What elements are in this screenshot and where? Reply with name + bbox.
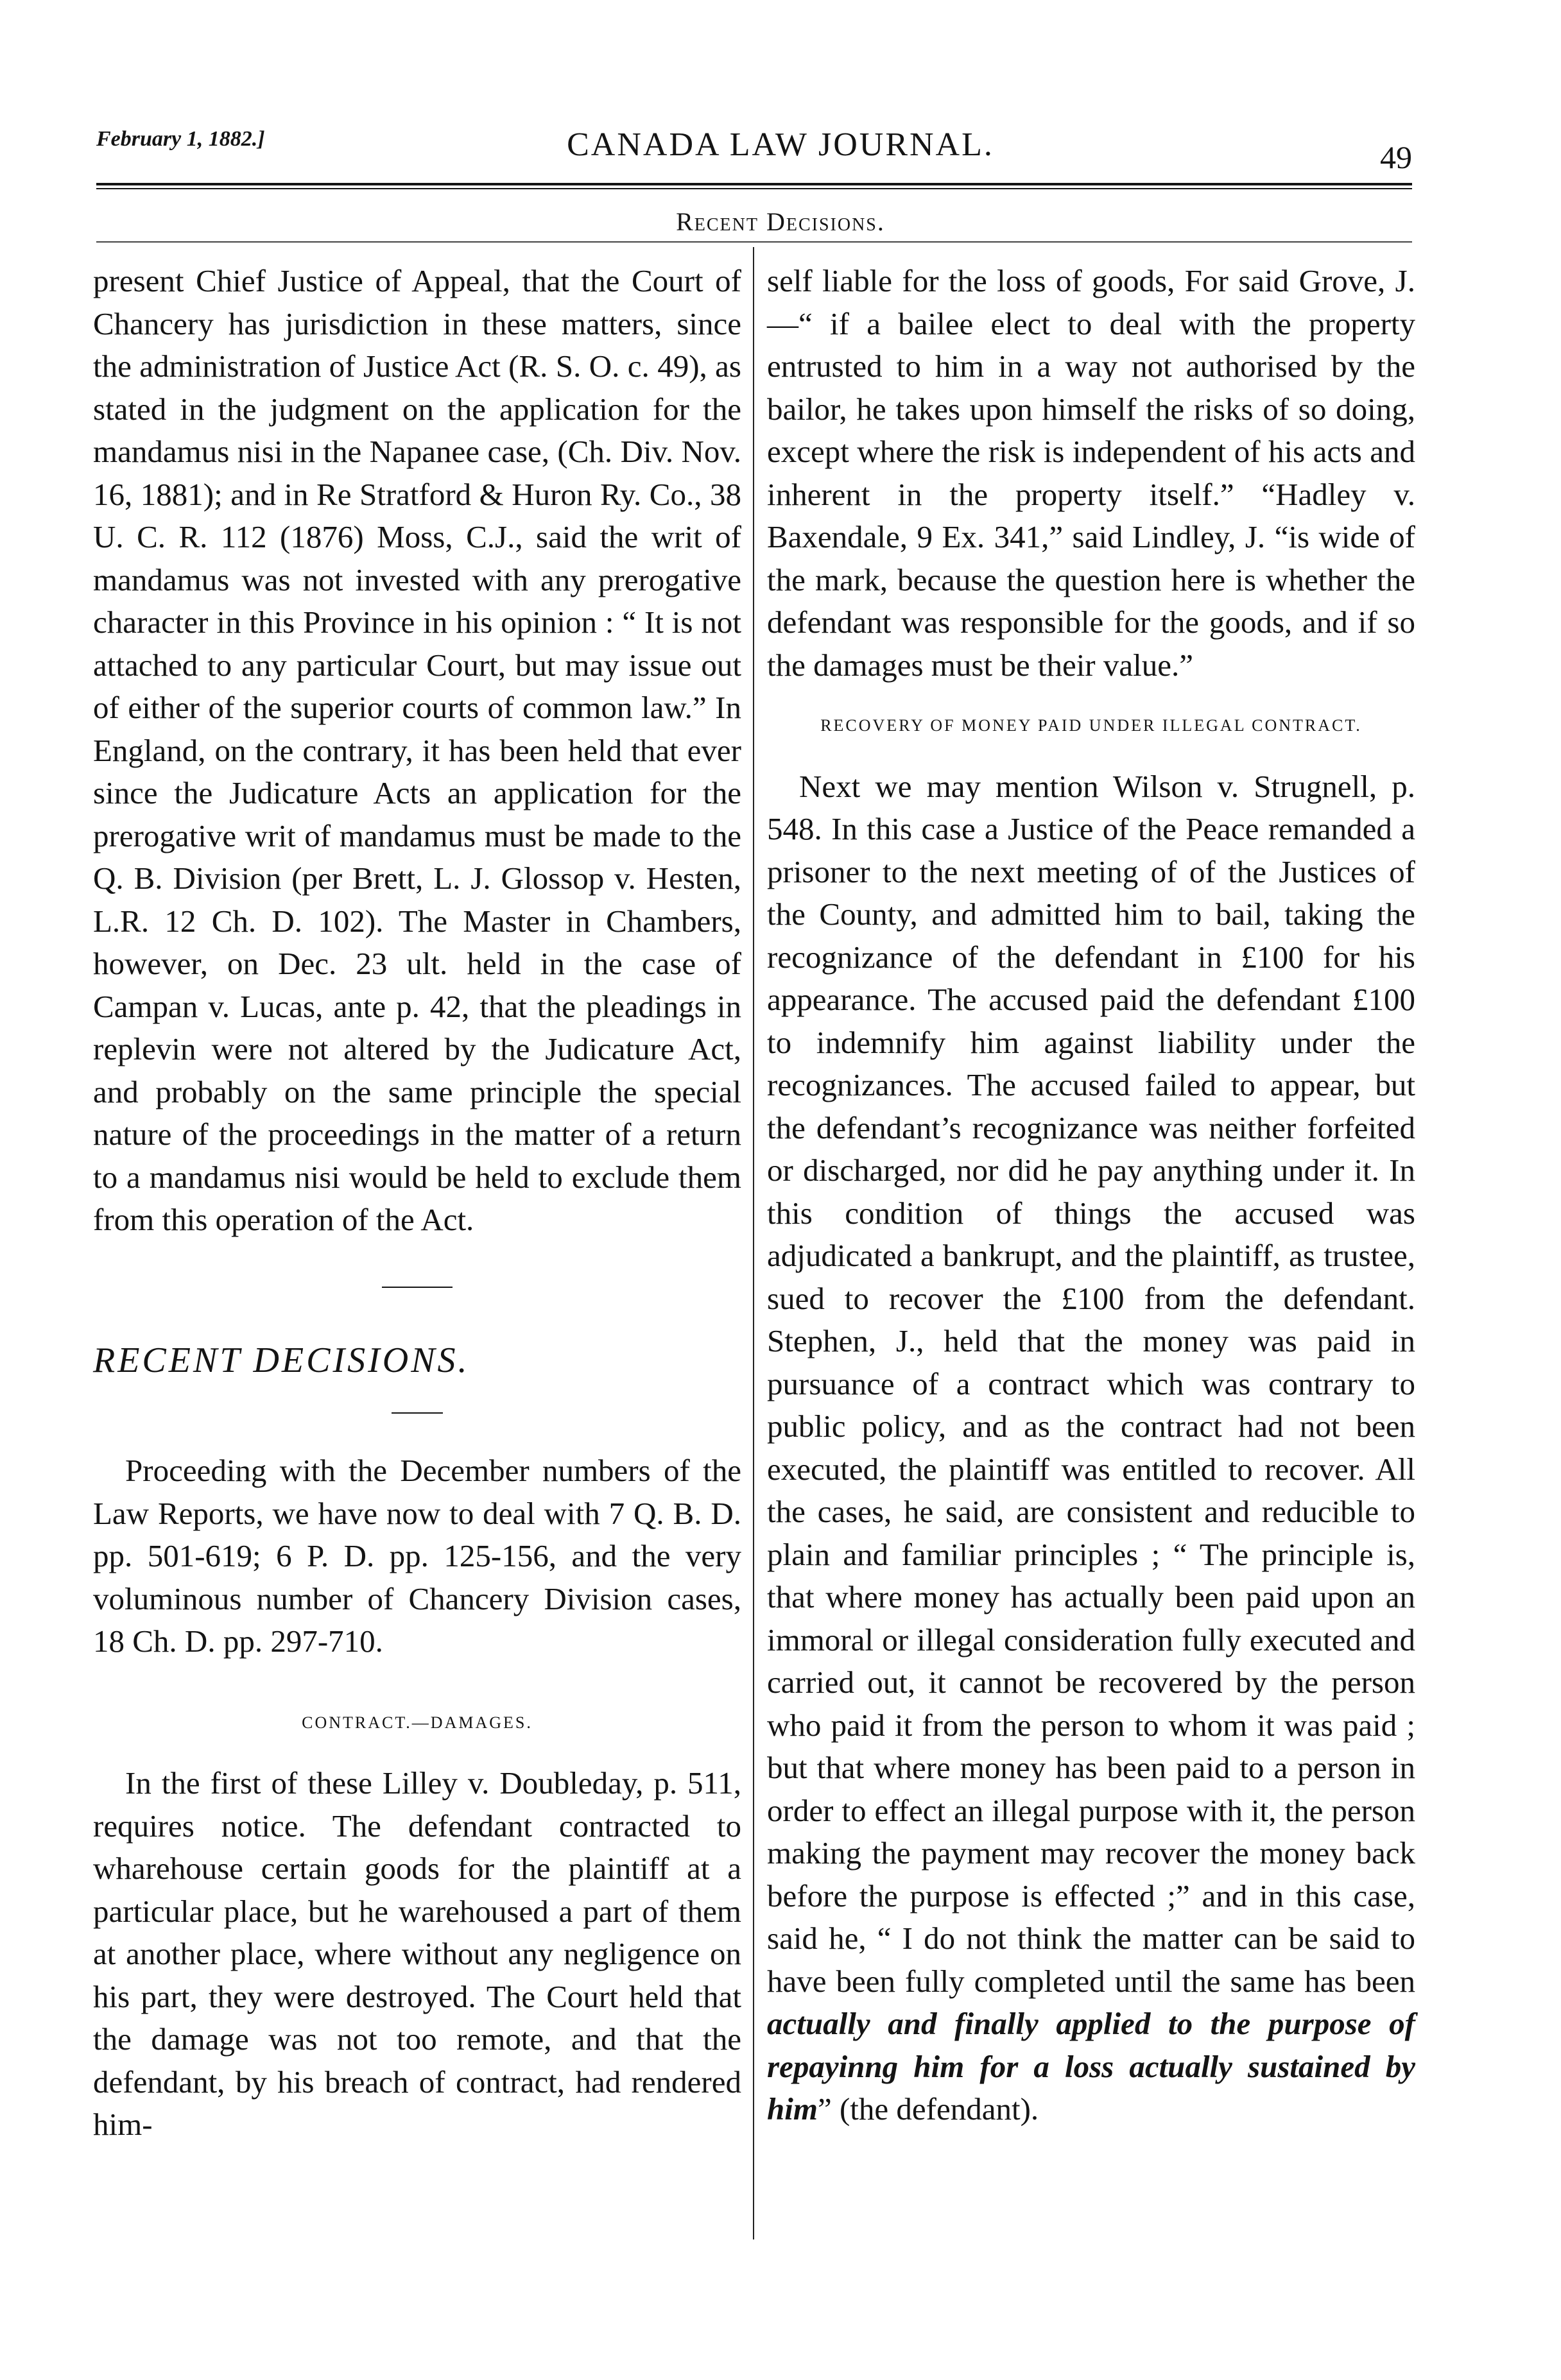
header-rule-thick bbox=[96, 183, 1412, 185]
paragraph-text: Next we may mention Wilson v. Strugnell, p. 548. In this case a Justice of the Peace remanded a prisoner to the next meeting of of the Justices of the County, and admitted him to bail, taking the recognizance of the defendant in £100 for his appearance. The accused paid the defendant £100 to indemnify him against liability under the recognizances. The accused failed to appear, but the defendant’s recognizance was neither forfeited or discharged, nor did he pay anything under it. In this condition of things the accused was adjudicated a bankrupt, and the plaintiff, as trustee, sued to recover the £100 from the defendant. Stephen, J., held that the money was paid in pursuance of a contract which was contrary to public policy, and as the contract had not been executed, the plaintiff was entitled to recover. All the cases, he said, are consistent and reducible to plain and familiar principles ; “ The principle is, that where money has actually been paid upon an immoral or illegal consideration fully executed and carried out, it cannot be recovered by the person who paid it from the person to whom it was paid ; but that where money has been paid to a person in order to effect an illegal purpose with it, the person making the payment may recover the money back before the purpose is effected ;” and in this case, said he, “ I do not think the matter can be said to have been fully completed until the same has been bbox=[767, 768, 1415, 1999]
short-rule bbox=[382, 1287, 453, 1288]
intro-paragraph: Proceeding with the December numbers of the Law Reports, we have now to deal with 7 Q. B. D. pp. 501-619; 6 P. D. pp. 125-156, and the very voluminous number of Chancery Division cases, 18 Ch. D. pp. 297-710. bbox=[93, 1453, 741, 1659]
page-number: 49 bbox=[1380, 139, 1412, 175]
wilson-strugnell-paragraph bbox=[767, 766, 1415, 2131]
issue-date: February 1, 1882.] bbox=[96, 127, 265, 151]
recent-decisions-heading: RECENT DECISIONS. bbox=[93, 1340, 470, 1380]
short-rule-small bbox=[392, 1412, 443, 1414]
paragraph-end: ” (the defendant). bbox=[817, 2091, 1039, 2127]
right-paragraph-continued: self liable for the loss of goods, For said Grove, J.—“ if a bailee elect to deal with the property entrusted to him in a way not authorised by the bailor, he takes upon himself the risks of so doing, except where the risk is independent of his acts and inherent in the property itself.” “Hadley v. Baxendale, 9 Ex. 341,” said Lindley, J. “is wide of the mark, because the question here is whether the defendant was responsible for the goods, and if so the damages must be their value.” bbox=[767, 263, 1415, 683]
illegal-contract-subheading: RECOVERY OF MONEY PAID UNDER ILLEGAL CONTRACT. bbox=[820, 716, 1362, 735]
running-section-title: Recent Decisions. bbox=[676, 207, 885, 236]
right-column bbox=[767, 260, 1415, 2131]
column-divider bbox=[753, 247, 754, 2239]
journal-title: CANADA LAW JOURNAL. bbox=[567, 126, 994, 163]
contract-damages-subheading: CONTRACT.—DAMAGES. bbox=[302, 1713, 533, 1732]
left-column bbox=[93, 260, 741, 2146]
section-rule bbox=[96, 241, 1412, 243]
emphasized-quote: actually and finally applied to the purpose of repayinng him for a loss actually sustained by him bbox=[767, 2006, 1415, 2127]
lilley-doubleday-paragraph: In the first of these Lilley v. Doubleday, p. 511, requires notice. The defendant contracted to wharehouse certain goods for the plaintiff at a particular place, but he warehoused a part of them at another place, where without any negligence on his part, they were destroyed. The Court held that the damage was not too remote, and that the defendant, by his breach of contract, had rendered him- bbox=[93, 1765, 741, 2142]
left-paragraph-continued: present Chief Justice of Appeal, that the Court of Chancery has jurisdiction in these matters, since the administration of Justice Act (R. S. O. c. 49), as stated in the judgment on the application for the mandamus nisi in the Napanee case, (Ch. Div. Nov. 16, 1881); and in Re Stratford & Huron Ry. Co., 38 U. C. R. 112 (1876) Moss, C.J., said the writ of mandamus was not invested with any prerogative character in this Province in his opinion : “ It is not attached to any particular Court, but may issue out of either of the superior courts of common law.” In England, on the contrary, it has been held that ever since the Judicature Acts an application for the prerogative writ of mandamus must be made to the Q. B. Division (per Brett, L. J. Glossop v. Hesten, L.R. 12 Ch. D. 102). The Master in Chambers, however, on Dec. 23 ult. held in the case of Campan v. Lucas, ante p. 42, that the pleadings in replevin were not altered by the Judicature Act, and probably on the same principle the special nature of the proceedings in the matter of a return to a mandamus nisi would be held to exclude them from this operation of the Act. bbox=[93, 263, 741, 1237]
header-rule-thin bbox=[96, 188, 1412, 189]
